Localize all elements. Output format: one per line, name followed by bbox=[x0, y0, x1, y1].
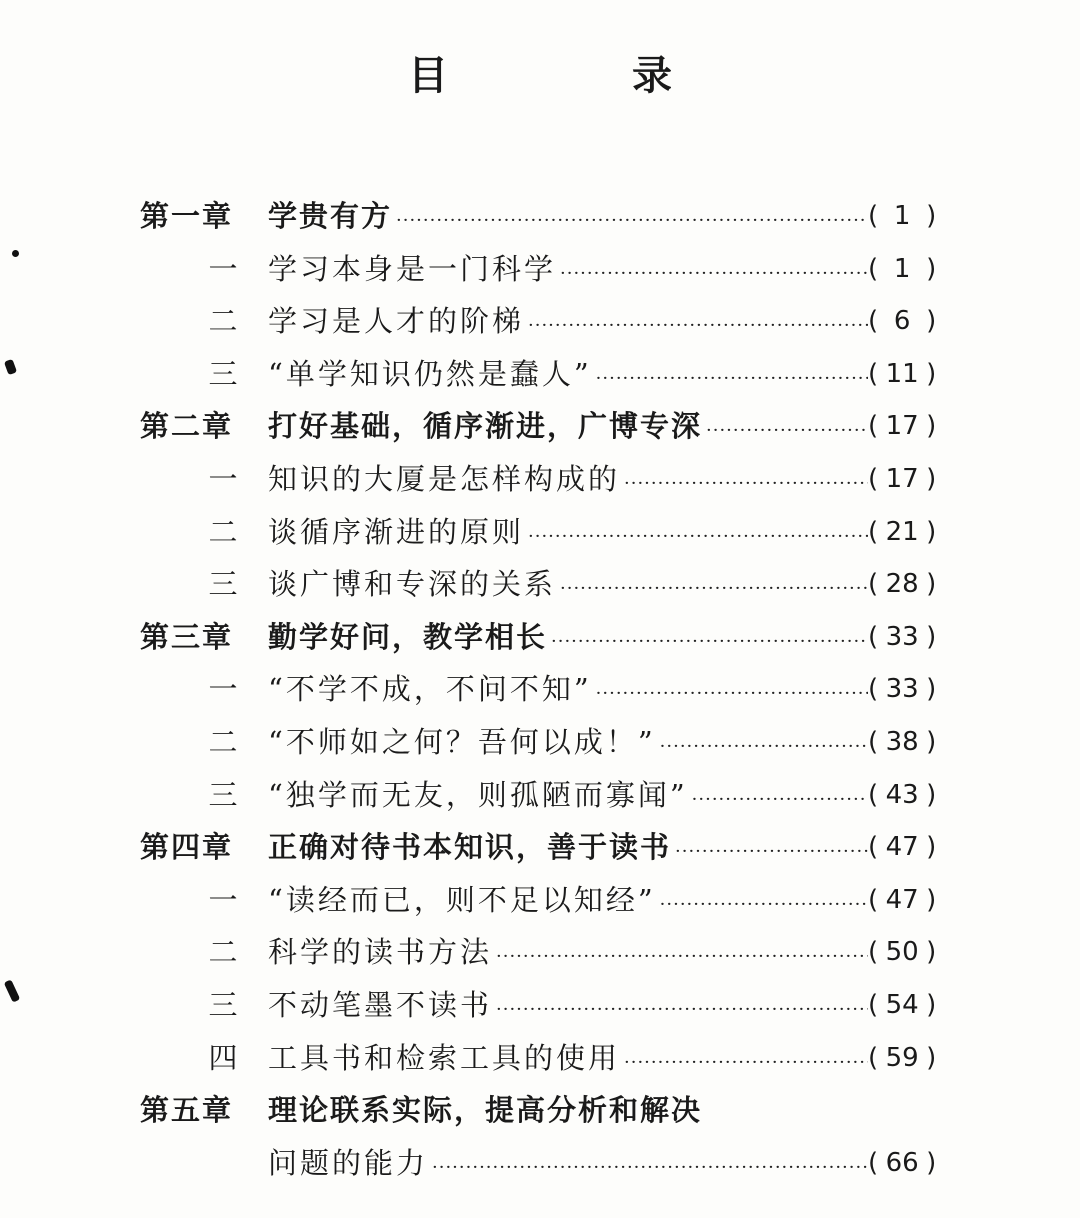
toc-section-row bbox=[0, 243, 1080, 296]
toc-entry bbox=[268, 506, 868, 564]
page-number: ( 1 ) bbox=[868, 190, 948, 243]
dot-leader bbox=[392, 195, 868, 248]
toc-entry bbox=[268, 663, 868, 721]
toc-chapter-5-line-1 bbox=[0, 1084, 1080, 1137]
toc-section-row bbox=[0, 558, 1080, 611]
section-label: 二 bbox=[208, 724, 238, 759]
page-number-value: 43 bbox=[885, 779, 919, 810]
section-label: 三 bbox=[208, 567, 238, 602]
dot-leader bbox=[547, 616, 868, 669]
toc-entry bbox=[268, 1032, 868, 1090]
page-number: ( 33 ) bbox=[868, 663, 948, 716]
entry-title: 打好基础，循序渐进，广博专深 bbox=[268, 409, 703, 444]
dot-leader bbox=[592, 353, 868, 406]
page-number-value: 17 bbox=[885, 411, 919, 442]
dot-leader bbox=[688, 774, 868, 827]
dot-leader bbox=[556, 563, 868, 616]
page-number: ( 47 ) bbox=[868, 874, 948, 927]
toc-section-row bbox=[0, 453, 1080, 506]
entry-title: 科学的读书方法 bbox=[268, 935, 493, 970]
page-number: ( 66 ) bbox=[868, 1137, 948, 1190]
page-number-value: 28 bbox=[885, 569, 919, 600]
entry-title: 谈广博和专深的关系 bbox=[268, 567, 557, 602]
page-number: ( 28 ) bbox=[868, 558, 948, 611]
toc-chapter-row bbox=[0, 821, 1080, 874]
section-label: 四 bbox=[208, 1040, 238, 1075]
entry-title: “不学不成，不问不知” bbox=[268, 672, 592, 707]
entry-title: 工具书和检索工具的使用 bbox=[268, 1040, 621, 1075]
page-number: ( 33 ) bbox=[868, 611, 948, 664]
toc-chapter-5-line-2 bbox=[0, 1137, 1080, 1190]
chapter-title: 理论联系实际，提高分析和解决 bbox=[268, 1093, 703, 1128]
section-label: 一 bbox=[208, 251, 238, 286]
entry-title: 学贵有方 bbox=[268, 199, 393, 233]
toc-section-row bbox=[0, 348, 1080, 401]
toc-entry bbox=[268, 453, 868, 511]
scan-speck bbox=[12, 250, 19, 257]
section-label: 二 bbox=[208, 514, 238, 549]
toc-section-row bbox=[0, 506, 1080, 559]
entry-title: 正确对待书本知识，善于读书 bbox=[268, 830, 672, 865]
page-number: ( 17 ) bbox=[868, 400, 948, 453]
page-number-value: 17 bbox=[885, 463, 919, 494]
toc-entry bbox=[268, 979, 868, 1037]
section-label: 一 bbox=[208, 672, 238, 707]
page-number-value: 33 bbox=[885, 621, 919, 652]
page-number-value: 1 bbox=[893, 201, 911, 231]
page-number-value: 50 bbox=[885, 937, 919, 968]
dot-leader bbox=[524, 511, 868, 564]
toc-section-row bbox=[0, 295, 1080, 348]
page-number: ( 43 ) bbox=[868, 769, 948, 822]
toc-section-row bbox=[0, 716, 1080, 769]
page-number-value: 47 bbox=[885, 884, 919, 915]
section-label: 三 bbox=[208, 356, 238, 391]
page-number: ( 38 ) bbox=[868, 716, 948, 769]
toc-entry bbox=[268, 874, 868, 932]
toc-entry bbox=[268, 558, 868, 616]
page-number-value: 1 bbox=[893, 253, 911, 284]
page-title: 目 录 bbox=[408, 53, 744, 99]
entry-title: 不动笔墨不读书 bbox=[268, 987, 493, 1022]
toc-entry bbox=[268, 243, 868, 301]
section-label: 三 bbox=[208, 987, 238, 1022]
toc-chapter-row bbox=[0, 611, 1080, 664]
toc-section-row bbox=[0, 769, 1080, 822]
section-label: 一 bbox=[208, 882, 238, 917]
page-number: ( 6 ) bbox=[868, 295, 948, 348]
page-number-value: 33 bbox=[885, 674, 919, 705]
section-label: 二 bbox=[208, 304, 238, 339]
toc-entry bbox=[268, 295, 868, 353]
toc-entry bbox=[268, 400, 868, 458]
toc-section-row bbox=[0, 874, 1080, 927]
dot-leader bbox=[656, 721, 868, 774]
toc-section-row bbox=[0, 663, 1080, 716]
entry-title: 学习是人才的阶梯 bbox=[268, 304, 525, 339]
page-number-value: 6 bbox=[893, 306, 911, 337]
chapter-label: 第五章 bbox=[140, 1093, 234, 1128]
toc-entry bbox=[268, 821, 868, 879]
entry-title: 问题的能力 bbox=[268, 1145, 429, 1180]
page-number: ( 50 ) bbox=[868, 926, 948, 979]
toc-section-row bbox=[0, 979, 1080, 1032]
section-label: 一 bbox=[208, 461, 238, 496]
page-number-value: 11 bbox=[885, 358, 919, 389]
dot-leader bbox=[592, 668, 868, 721]
toc-chapter-row bbox=[0, 190, 1080, 243]
section-label: 二 bbox=[208, 935, 238, 970]
toc-section-row bbox=[0, 1032, 1080, 1085]
entry-title: 谈循序渐进的原则 bbox=[268, 514, 525, 549]
toc-entry bbox=[268, 611, 868, 669]
toc-entry bbox=[268, 190, 868, 248]
dot-leader bbox=[620, 458, 868, 511]
page-number-value: 47 bbox=[885, 832, 919, 863]
entry-title: “独学而无友，则孤陋而寡闻” bbox=[268, 777, 688, 812]
dot-leader bbox=[492, 984, 868, 1037]
dot-leader bbox=[671, 826, 868, 879]
page-number: ( 21 ) bbox=[868, 506, 948, 559]
entry-title: “读经而已，则不足以知经” bbox=[268, 882, 656, 917]
chapter-label: 第三章 bbox=[140, 619, 234, 654]
dot-leader bbox=[428, 1142, 868, 1195]
toc-chapter-row bbox=[0, 400, 1080, 453]
entry-title: 知识的大厦是怎样构成的 bbox=[268, 461, 621, 496]
page-number-value: 38 bbox=[885, 726, 919, 757]
entry-title: “不师如之何？吾何以成！” bbox=[268, 724, 656, 759]
page-number: ( 17 ) bbox=[868, 453, 948, 506]
dot-leader bbox=[492, 931, 868, 984]
page-number: ( 59 ) bbox=[868, 1032, 948, 1085]
toc-entry bbox=[268, 348, 868, 406]
chapter-label: 第一章 bbox=[140, 199, 234, 233]
toc-entry bbox=[268, 769, 868, 827]
page-number: ( 54 ) bbox=[868, 979, 948, 1032]
entry-title: 勤学好问，教学相长 bbox=[268, 619, 548, 654]
page-number: ( 47 ) bbox=[868, 821, 948, 874]
toc-entry bbox=[268, 1137, 868, 1195]
toc-section-row bbox=[0, 926, 1080, 979]
toc-entry bbox=[268, 716, 868, 774]
page-number-value: 54 bbox=[885, 989, 919, 1020]
entry-title: “单学知识仍然是蠢人” bbox=[268, 356, 592, 391]
page-number-value: 66 bbox=[885, 1147, 919, 1178]
entry-title: 学习本身是一门科学 bbox=[268, 251, 557, 286]
toc-entry bbox=[268, 926, 868, 984]
page-number-value: 59 bbox=[885, 1042, 919, 1073]
page-number: ( 11 ) bbox=[868, 348, 948, 401]
page-number: ( 1 ) bbox=[868, 243, 948, 296]
dot-leader bbox=[702, 405, 868, 458]
page-number-value: 21 bbox=[885, 516, 919, 547]
dot-leader bbox=[524, 300, 868, 353]
dot-leader bbox=[556, 248, 868, 301]
dot-leader bbox=[656, 879, 868, 932]
dot-leader bbox=[620, 1037, 868, 1090]
table-of-contents bbox=[0, 190, 1080, 1189]
chapter-label: 第二章 bbox=[140, 409, 234, 444]
chapter-label: 第四章 bbox=[140, 830, 234, 865]
section-label: 三 bbox=[208, 777, 238, 812]
